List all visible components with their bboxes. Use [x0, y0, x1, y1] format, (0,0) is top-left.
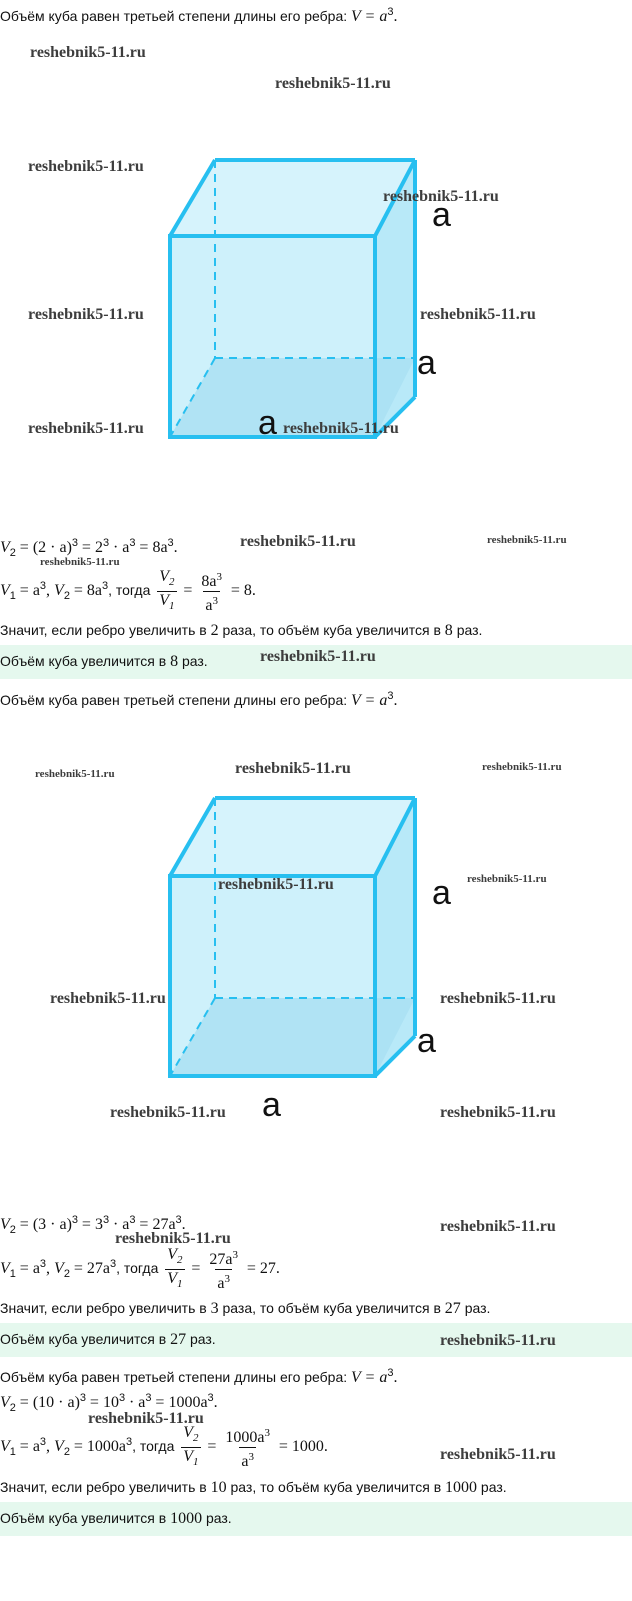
watermark: reshebnik5-11.ru [283, 420, 399, 437]
watermark: reshebnik5-11.ru [440, 1446, 556, 1463]
watermark: reshebnik5-11.ru [420, 306, 536, 323]
watermark: reshebnik5-11.ru [260, 648, 376, 665]
watermark: reshebnik5-11.ru [50, 990, 166, 1007]
watermark: reshebnik5-11.ru [88, 1410, 204, 1427]
conclusion-line-3: Значит, если ребро увеличить в 10 раз, то объём куба увеличится в 1000 раз. [0, 1479, 507, 1496]
formula-line-3: Объём куба равен третьей степени длины его ребра: $V = a^3$. [0, 1367, 398, 1386]
watermark: reshebnik5-11.ru [28, 306, 144, 323]
edge-label-right: a [417, 1022, 436, 1060]
watermark: reshebnik5-11.ru [218, 876, 334, 893]
conclusion-line-1: Значит, если ребро увеличить в 2 раза, то объём куба увеличится в 8 раз. [0, 622, 483, 639]
watermark: reshebnik5-11.ru [440, 1218, 556, 1235]
watermark: reshebnik5-11.ru [28, 420, 144, 437]
ratio-line-2: $V_1 = a^3$, $V_2 = 27a^3$, тогда $\frac{V_2}{V_1}$ = $\frac{27a^3}{a^3}$ = 27. [0, 1246, 280, 1292]
watermark: reshebnik5-11.ru [28, 158, 144, 175]
edge-label-top: a [432, 196, 451, 234]
watermark: reshebnik5-11.ru [440, 990, 556, 1007]
edge-label-right: a [417, 344, 436, 382]
formula-line-2: Объём куба равен третьей степени длины его ребра: $V = a^3$. [0, 690, 398, 709]
fraction-v2-v1: $\frac{V_2}{V_1}$ [157, 568, 176, 615]
answer-text: Объём куба увеличится в 27 раз. [0, 1331, 216, 1348]
edge-label-top: a [432, 874, 451, 912]
conclusion-line-2: Значит, если ребро увеличить в 3 раза, то объём куба увеличится в 27 раз. [0, 1300, 491, 1317]
watermark: reshebnik5-11.ru [35, 768, 115, 780]
watermark: reshebnik5-11.ru [440, 1332, 556, 1349]
answer-text: Объём куба увеличится в 1000 раз. [0, 1510, 232, 1527]
watermark: reshebnik5-11.ru [30, 44, 146, 61]
watermark: reshebnik5-11.ru [487, 534, 567, 546]
watermark: reshebnik5-11.ru [240, 533, 356, 550]
answer-text: Объём куба увеличится в 8 раз. [0, 653, 208, 670]
watermark: reshebnik5-11.ru [482, 761, 562, 773]
edge-label-bottom: a [262, 1086, 281, 1124]
edge-label-bottom: a [258, 404, 277, 442]
watermark: reshebnik5-11.ru [235, 760, 351, 777]
ratio-line-3: $V_1 = a^3$, $V_2 = 1000a^3$, тогда $\frac{V_2}{V_1}$ = $\frac{1000a^3}{a^3}$ = 1000. [0, 1424, 328, 1470]
watermark: reshebnik5-11.ru [40, 556, 120, 568]
v2-line-1: $V_2 = (2 \cdot a)^3 = 2^3 \cdot a^3 = 8a^3$. [0, 537, 178, 559]
watermark: reshebnik5-11.ru [110, 1104, 226, 1121]
cube-diagram-1 [0, 40, 632, 460]
fraction-result: $\frac{8a^3}{a^3}$ [201, 571, 222, 614]
watermark: reshebnik5-11.ru [275, 75, 391, 92]
v2-line-3: $V_2 = (10 \cdot a)^3 = 10^3 \cdot a^3 = 1000a^3$. [0, 1392, 218, 1414]
watermark: reshebnik5-11.ru [115, 1230, 231, 1247]
watermark: reshebnik5-11.ru [440, 1104, 556, 1121]
v2-line-2: $V_2 = (3 \cdot a)^3 = 3^3 \cdot a^3 = 27a^3$. [0, 1214, 186, 1236]
watermark: reshebnik5-11.ru [383, 188, 499, 205]
watermark: reshebnik5-11.ru [467, 873, 547, 885]
answer-box-3 [0, 1502, 632, 1536]
cube-diagram-2 [0, 790, 632, 1110]
ratio-line-1: $V_1 = a^3$, $V_2 = 8a^3$, тогда $\frac{V_2}{V_1}$ = $\frac{8a^3}{a^3}$ = 8. [0, 568, 256, 614]
formula-line-1: Объём куба равен третьей степени длины его ребра: $V = a^3$. [0, 6, 398, 25]
